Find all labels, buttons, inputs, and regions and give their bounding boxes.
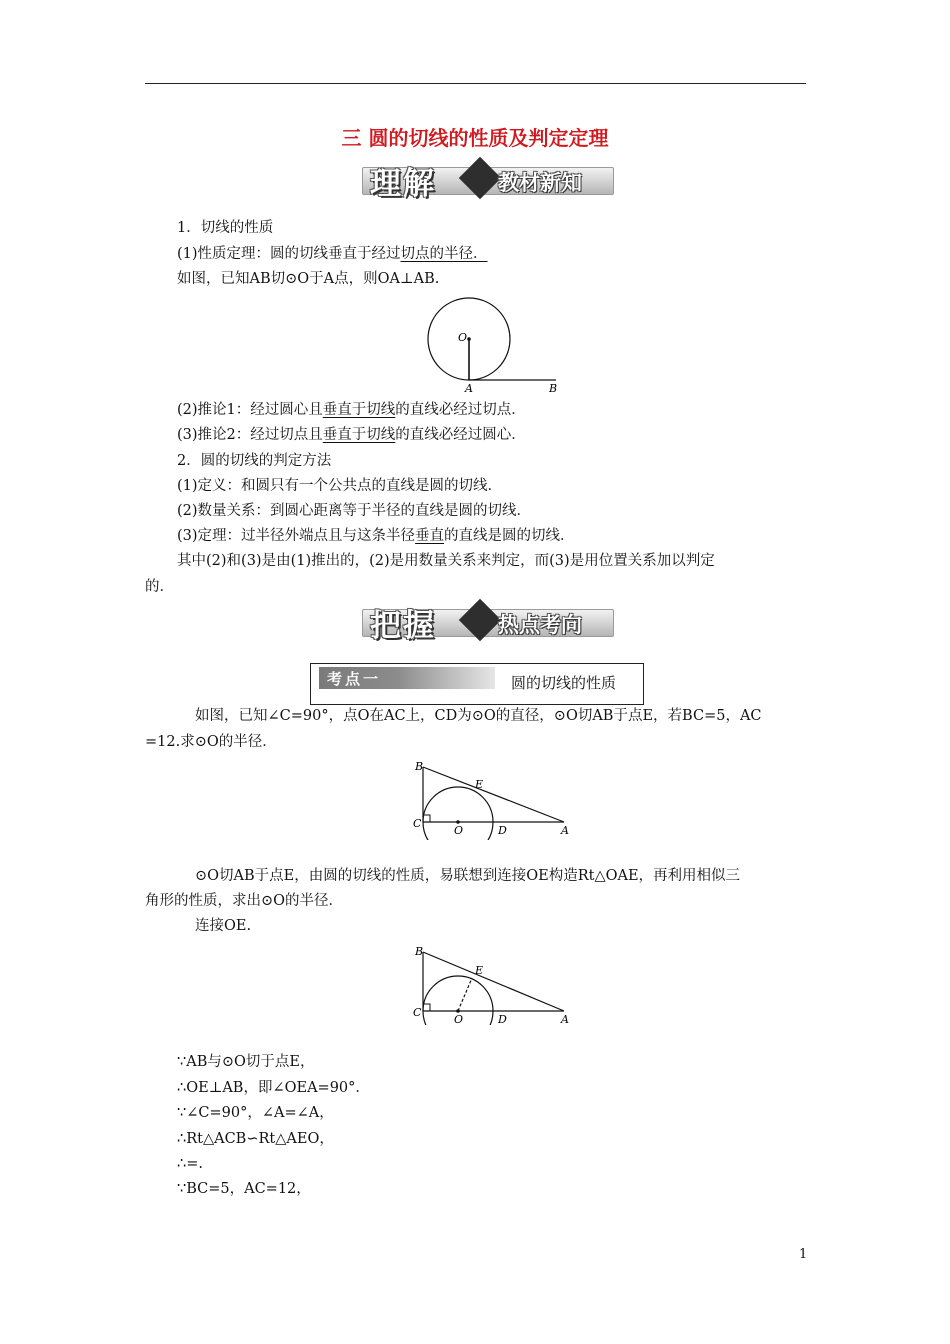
key-point-tag-label: 考点一 <box>327 670 382 688</box>
problem-figure <box>405 756 585 840</box>
underlined-answer: 垂直于切线 <box>322 402 396 418</box>
banner-right-text: 热点考向 <box>498 613 582 637</box>
label-c: C <box>413 817 422 830</box>
section2-heading: 2．圆的切线的判定方法 <box>177 453 332 469</box>
banner-right-text: 教材新知 <box>498 171 582 195</box>
center-dot <box>467 337 471 341</box>
label-a: A <box>561 824 569 837</box>
figure1-caption: 如图，已知AB切⊙O于A点，则OA⊥AB. <box>177 271 440 287</box>
tangent-figure-1 <box>420 293 570 397</box>
label-d: D <box>498 1013 507 1025</box>
segment-ba <box>423 767 564 822</box>
solution-step: ∵AB与⊙O切于点E， <box>177 1054 315 1070</box>
key-point-tag <box>319 667 495 689</box>
underlined-answer: 切点的半径． <box>400 246 488 262</box>
method-note-line1: 其中(2)和(3)是由(1)推出的，(2)是用数量关系来判定，而(3)是用位置关系加以判定 <box>177 553 715 569</box>
analysis-line2: 角形的性质，求出⊙O的半径． <box>145 893 344 909</box>
method-definition: (1)定义：和圆只有一个公共点的直线是圆的切线． <box>177 478 503 494</box>
key-point-box <box>310 663 644 705</box>
solution-figure <box>405 941 585 1025</box>
label-o: O <box>454 1013 464 1025</box>
segment-ba <box>423 952 564 1011</box>
label-d: D <box>498 824 507 837</box>
segment-oe-dashed <box>458 978 472 1011</box>
banner-left-text: 把握 <box>370 608 436 644</box>
label-c: C <box>413 1006 422 1019</box>
analysis-line1: ⊙O切AB于点E，由圆的切线的性质，易联想到连接OE构造Rt△OAE，再利用相似三 <box>195 868 741 884</box>
text-span: 的直线必经过圆心． <box>395 427 526 443</box>
solution-step: ∵BC=5，AC=12， <box>177 1181 311 1197</box>
label-b: B <box>549 382 558 395</box>
property-theorem <box>177 244 488 264</box>
corollary-1 <box>177 400 526 420</box>
method-theorem <box>177 526 575 546</box>
label-o: O <box>454 824 464 837</box>
key-point-topic: 圆的切线的性质 <box>511 674 617 692</box>
text-span: 的直线是圆的切线． <box>444 528 575 544</box>
text-span: (3)推论2：经过切点且 <box>177 427 323 443</box>
label-b: B <box>415 945 424 958</box>
label-b: B <box>415 760 424 773</box>
page-title: 三 圆的切线的性质及判定定理 <box>341 126 609 150</box>
label-a: A <box>465 382 473 395</box>
label-e: E <box>475 964 484 977</box>
method-quantity: (2)数量关系：到圆心距离等于半径的直线是圆的切线． <box>177 503 532 519</box>
header-rule <box>145 83 806 84</box>
label-e: E <box>475 778 484 791</box>
solution-step: ∵∠C=90°，∠A=∠A， <box>177 1105 334 1121</box>
page-number: 1 <box>799 1247 808 1262</box>
method-note-line2: 的． <box>145 579 174 595</box>
corollary-2 <box>177 425 526 445</box>
underlined-answer: 垂直 <box>415 528 445 544</box>
text-span: (2)推论1：经过圆心且 <box>177 402 323 418</box>
underlined-answer: 垂直于切线 <box>322 427 396 443</box>
solution-step: ∴OE⊥AB，即∠OEA=90°． <box>177 1080 370 1096</box>
section-banner-grasp <box>362 600 624 644</box>
solution-step: ∴Rt△ACB∽Rt△AEO， <box>177 1131 334 1147</box>
text-span: 的直线必经过切点． <box>395 402 526 418</box>
solution-step: ∴=. <box>177 1156 203 1172</box>
label-a: A <box>561 1013 569 1025</box>
solution-connect: 连接OE. <box>195 918 252 934</box>
label-o: O <box>458 331 468 344</box>
problem-line2: =12.求⊙O的半径． <box>145 734 277 750</box>
section1-heading: 1．切线的性质 <box>177 220 274 236</box>
banner-left-text: 理解 <box>370 166 436 202</box>
problem-line1: 如图，已知∠C=90°，点O在AC上，CD为⊙O的直径，⊙O切AB于点E，若BC=5，AC <box>195 708 762 724</box>
text-span: (3)定理：过半径外端点且与这条半径 <box>177 528 416 544</box>
text-span: (1)性质定理：圆的切线垂直于经过 <box>177 246 401 262</box>
section-banner-understand <box>362 158 624 202</box>
